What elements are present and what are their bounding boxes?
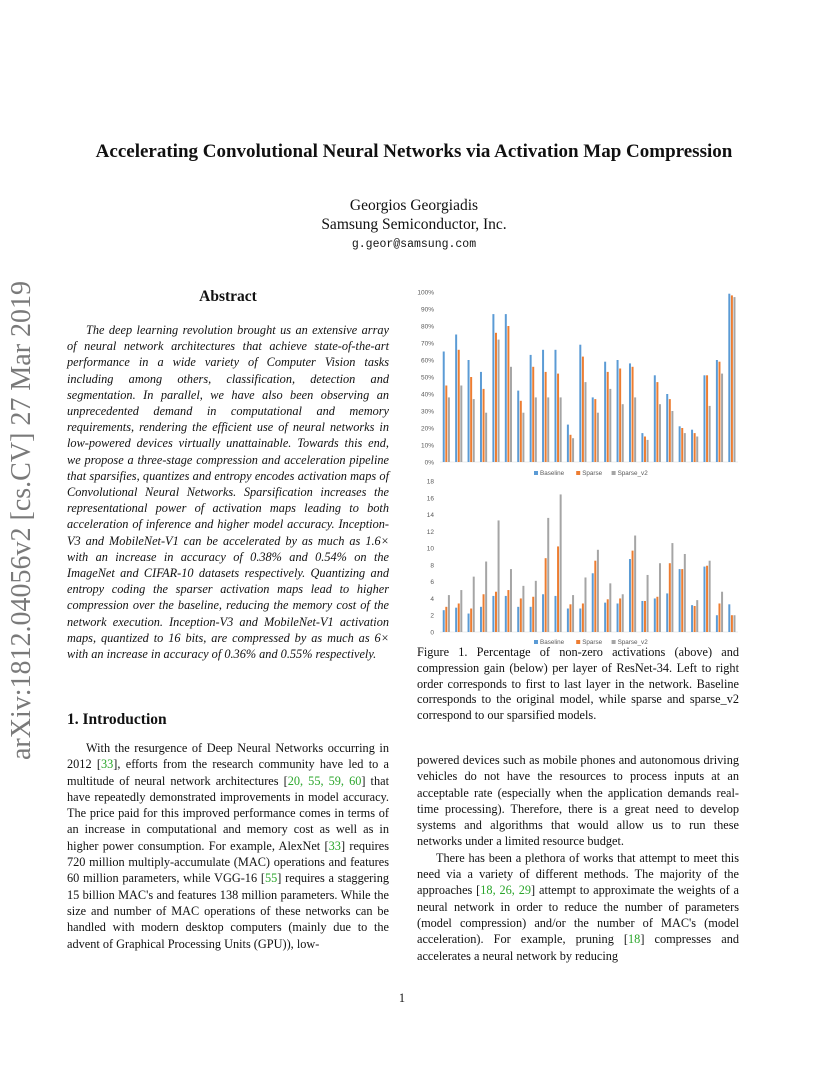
bar-baseline-22 <box>703 375 705 462</box>
y-tick-label: 20% <box>420 425 434 433</box>
bar-sparse_v2-5 <box>498 520 500 632</box>
bar-sparse_v2-8 <box>535 397 537 462</box>
y-tick-label: 100% <box>417 289 434 297</box>
intro-paragraph-2: There has been a plethora of works that attempt to meet this need via a variety of different methods. The majority of the approaches [18, 26, 29] attempt to approximate the weights of a neural network in order to reduce the number of parameters (model compression) and/or the number of MAC's (model acceleration). For example, pruning [18] compresses and accelerates a neural network by reducing <box>417 850 740 963</box>
y-tick-label: 10 <box>426 545 434 553</box>
abstract-heading: Abstract <box>199 288 257 305</box>
bar-sparse_v2-21 <box>696 600 698 632</box>
bar-sparse-2 <box>458 603 460 632</box>
bar-sparse-19 <box>669 563 671 632</box>
bar-sparse_v2-2 <box>460 386 462 463</box>
bar-sparse-5 <box>495 592 497 632</box>
bar-baseline-4 <box>480 607 482 632</box>
bar-sparse_v2-7 <box>522 586 524 632</box>
bar-sparse_v2-12 <box>584 577 586 632</box>
bar-sparse_v2-17 <box>647 575 649 632</box>
bar-baseline-2 <box>455 335 457 463</box>
bar-sparse_v2-10 <box>560 494 562 632</box>
bar-baseline-11 <box>567 425 569 462</box>
bar-baseline-9 <box>542 350 544 462</box>
y-tick-label: 90% <box>420 306 434 314</box>
bar-sparse_v2-20 <box>684 433 686 462</box>
bar-sparse_v2-3 <box>473 577 475 632</box>
bar-sparse-15 <box>619 369 621 463</box>
bar-baseline-13 <box>592 397 594 462</box>
bar-baseline-21 <box>691 605 693 632</box>
bar-sparse-24 <box>731 615 733 632</box>
bar-sparse-13 <box>594 399 596 462</box>
y-tick-label: 30% <box>420 408 434 416</box>
bar-sparse_v2-11 <box>572 595 574 632</box>
legend-label: Sparse_v2 <box>617 470 648 477</box>
bar-baseline-17 <box>641 433 643 462</box>
bar-sparse-14 <box>607 372 609 462</box>
arxiv-stamp: arXiv:1812.04056v2 [cs.CV] 27 Mar 2019 <box>6 280 37 760</box>
bar-baseline-10 <box>554 350 556 462</box>
legend-swatch <box>576 640 580 644</box>
bar-sparse-1 <box>445 386 447 463</box>
bar-sparse-19 <box>669 399 671 462</box>
author-name: Georgios Georgiadis <box>349 197 479 214</box>
bar-sparse_v2-17 <box>647 440 649 462</box>
bar-sparse-4 <box>483 594 485 632</box>
bar-sparse_v2-10 <box>560 397 562 462</box>
citation-link[interactable]: 18 <box>628 932 641 947</box>
y-tick-label: 12 <box>426 528 434 536</box>
y-tick-label: 70% <box>420 340 434 348</box>
bar-sparse-12 <box>582 357 584 462</box>
bar-baseline-14 <box>604 362 606 462</box>
bar-sparse-14 <box>607 599 609 632</box>
bar-baseline-15 <box>617 360 619 462</box>
bar-sparse_v2-21 <box>696 437 698 463</box>
bar-sparse-11 <box>569 435 571 462</box>
bar-sparse-2 <box>458 350 460 462</box>
bar-baseline-7 <box>517 607 519 632</box>
bar-baseline-24 <box>728 294 730 462</box>
bar-sparse-3 <box>470 377 472 462</box>
y-tick-label: 0% <box>424 459 434 467</box>
citation-link[interactable]: 18, 26, 29 <box>480 883 532 898</box>
bar-sparse_v2-14 <box>609 389 611 462</box>
bar-baseline-20 <box>679 426 681 462</box>
citation-link[interactable]: 33 <box>100 757 114 772</box>
bar-sparse-21 <box>694 606 696 632</box>
bar-sparse-20 <box>681 569 683 632</box>
figure-caption: Figure 1. Percentage of non-zero activations (above) and compression gain (below) per layer of ResNet-34. Left to right order corresponds to first to last layer in the network. Baseline corresponds to the original model, while sparse and sparse_v2 correspond to our sparsified models. <box>417 645 739 723</box>
bar-sparse_v2-9 <box>547 397 549 462</box>
bar-sparse_v2-15 <box>622 594 624 632</box>
bar-sparse_v2-23 <box>721 592 723 632</box>
bar-baseline-16 <box>629 363 631 462</box>
bar-sparse-6 <box>507 326 509 462</box>
y-tick-label: 14 <box>426 512 434 520</box>
bar-sparse-12 <box>582 603 584 632</box>
bar-baseline-15 <box>617 603 619 632</box>
legend-label: Sparse <box>582 470 603 477</box>
bar-sparse_v2-20 <box>684 554 686 632</box>
bar-sparse-16 <box>632 551 634 632</box>
bar-baseline-14 <box>604 603 606 632</box>
citation-link[interactable]: 33 <box>328 838 341 853</box>
bar-baseline-4 <box>480 372 482 462</box>
bar-sparse_v2-19 <box>671 411 673 462</box>
bar-baseline-19 <box>666 394 668 462</box>
bar-sparse_v2-13 <box>597 413 599 462</box>
bar-baseline-23 <box>716 360 718 462</box>
bar-sparse-7 <box>520 598 522 632</box>
y-tick-label: 8 <box>430 562 434 570</box>
y-tick-label: 50% <box>420 374 434 382</box>
bar-sparse_v2-12 <box>584 382 586 462</box>
bar-sparse_v2-19 <box>671 543 673 632</box>
legend-swatch <box>576 471 580 475</box>
bar-sparse-15 <box>619 598 621 632</box>
bar-baseline-10 <box>554 596 556 632</box>
bar-sparse_v2-4 <box>485 413 487 462</box>
introduction-right-column <box>417 752 739 964</box>
bar-baseline-18 <box>654 375 656 462</box>
y-tick-label: 4 <box>430 595 434 603</box>
bar-baseline-19 <box>666 593 668 632</box>
y-tick-label: 60% <box>420 357 434 365</box>
legend-label: Sparse_v2 <box>617 639 648 646</box>
bar-baseline-18 <box>654 598 656 632</box>
y-tick-label: 80% <box>420 323 434 331</box>
bar-baseline-7 <box>517 391 519 462</box>
legend-swatch <box>534 640 538 644</box>
bar-baseline-5 <box>492 314 494 462</box>
y-tick-label: 0 <box>430 629 434 637</box>
section-heading-introduction: 1. Introduction <box>67 711 167 728</box>
bar-sparse_v2-18 <box>659 563 661 632</box>
bar-sparse-13 <box>594 561 596 632</box>
chart-compression-gain <box>427 479 738 647</box>
bar-sparse_v2-22 <box>709 561 711 632</box>
citation-link[interactable]: 20, 55, 59, 60 <box>287 773 362 788</box>
bar-sparse-9 <box>545 372 547 462</box>
legend-label: Baseline <box>540 639 565 646</box>
bar-sparse-5 <box>495 333 497 462</box>
bar-sparse_v2-11 <box>572 438 574 462</box>
bar-baseline-16 <box>629 559 631 632</box>
y-tick-label: 18 <box>426 478 434 486</box>
bar-baseline-17 <box>641 601 643 632</box>
bar-sparse-3 <box>470 609 472 632</box>
chart-nonzero-activations <box>417 290 738 478</box>
bar-baseline-13 <box>592 573 594 632</box>
bar-sparse-18 <box>656 597 658 632</box>
bar-baseline-6 <box>505 596 507 632</box>
y-tick-label: 6 <box>430 579 434 587</box>
bar-sparse-17 <box>644 601 646 632</box>
legend-swatch <box>534 471 538 475</box>
bar-sparse-22 <box>706 566 708 632</box>
bar-sparse_v2-24 <box>733 615 735 632</box>
legend-label: Baseline <box>540 470 565 477</box>
author-email[interactable]: g.geor@samsung.com <box>351 238 477 251</box>
bar-sparse-4 <box>483 389 485 462</box>
bar-sparse_v2-13 <box>597 550 599 632</box>
bar-baseline-20 <box>679 569 681 632</box>
bar-baseline-6 <box>505 314 507 462</box>
bar-baseline-5 <box>492 596 494 632</box>
abstract-text: The deep learning revolution brought us an extensive array of neural network architectures that achieve state-of-the-art performance in a wide variety of Computer Vision tasks including among others, classification, detection and segmentation. In parallel, we have also been observing an unprecedented demand in computational and memory requirements, rendering the efficient use of neural networks in low-powered devices virtually unattainable. Towards this end, we propose a three-stage compression and acceleration pipeline that sparsifies, quantizes and entropy encodes activation maps of Convolutional Neural Networks. Sparsification increases the representational power of activation maps leading to both acceleration of inference and higher model accuracy. Inception-V3 and MobileNet-V1 can be accelerated by as much as 1.6× with an increase in accuracy of 0.38% and 0.54% on the ImageNet and CIFAR-10 datasets respectively. Quantizing and entropy coding the sparser activation maps lead to higher compression over the baseline, reducing the memory cost of the network execution. Inception-V3 and MobileNet-V1 activation maps, quantized to 16 bits, are compressed by as much as 6× with an increase in accuracy of 0.36% and 0.55% respectively. <box>67 323 389 662</box>
bar-sparse-22 <box>706 375 708 462</box>
bar-sparse-20 <box>681 428 683 462</box>
bar-sparse-1 <box>445 607 447 632</box>
bar-sparse_v2-9 <box>547 518 549 632</box>
bar-baseline-22 <box>703 567 705 632</box>
bar-sparse_v2-7 <box>522 413 524 462</box>
legend-swatch <box>612 471 616 475</box>
bar-sparse-18 <box>656 382 658 462</box>
bar-baseline-12 <box>579 345 581 462</box>
bar-sparse-10 <box>557 546 559 632</box>
bar-sparse_v2-16 <box>634 397 636 462</box>
bar-baseline-24 <box>728 604 730 632</box>
bar-baseline-9 <box>542 594 544 632</box>
bar-sparse-24 <box>731 295 733 462</box>
intro-paragraph-1-continued: powered devices such as mobile phones and autonomous driving vehicles do not have the resources to process inputs at an acceptable rate (especially when the application demands real-time processing). Therefore, there is a great need to develop systems and algorithms that would allow us to run these networks under a limited resource budget. <box>417 753 739 849</box>
bar-sparse-6 <box>507 590 509 632</box>
bar-sparse_v2-3 <box>473 399 475 462</box>
bar-baseline-11 <box>567 609 569 632</box>
bar-sparse-7 <box>520 401 522 462</box>
legend-swatch <box>612 640 616 644</box>
bar-sparse-9 <box>545 558 547 632</box>
bar-baseline-1 <box>443 352 445 463</box>
bar-sparse_v2-14 <box>609 583 611 632</box>
bar-sparse_v2-23 <box>721 374 723 462</box>
bar-sparse_v2-22 <box>709 406 711 462</box>
author-affiliation: Samsung Semiconductor, Inc. <box>321 216 507 233</box>
bar-baseline-3 <box>468 614 470 632</box>
bar-sparse-8 <box>532 367 534 462</box>
y-tick-label: 2 <box>430 612 434 620</box>
page-number: 1 <box>398 991 406 1005</box>
bar-sparse_v2-5 <box>498 340 500 462</box>
bar-sparse_v2-18 <box>659 404 661 462</box>
bar-sparse-23 <box>718 362 720 462</box>
citation-link[interactable]: 55 <box>264 871 278 886</box>
bar-sparse_v2-6 <box>510 367 512 462</box>
bar-sparse_v2-1 <box>448 397 450 462</box>
legend-label: Sparse <box>582 639 603 646</box>
bar-sparse_v2-2 <box>460 590 462 632</box>
bar-baseline-8 <box>530 607 532 632</box>
bar-baseline-21 <box>691 430 693 462</box>
bar-sparse_v2-8 <box>535 581 537 632</box>
bar-sparse-11 <box>569 604 571 632</box>
bar-sparse-16 <box>632 367 634 462</box>
y-tick-label: 40% <box>420 391 434 399</box>
bar-baseline-12 <box>579 609 581 632</box>
bar-sparse_v2-6 <box>510 569 512 632</box>
bar-sparse_v2-1 <box>448 595 450 632</box>
introduction-left-column <box>67 740 389 952</box>
bar-sparse_v2-16 <box>634 536 636 632</box>
abstract-body <box>67 322 389 662</box>
bar-sparse_v2-24 <box>733 297 735 462</box>
intro-paragraph-1: With the resurgence of Deep Neural Networks occurring in 2012 [33], efforts from the research community have led to a multitude of neural network architectures [20, 55, 59, 60] that have repeatedly demonstrated improvements in model accuracy. The price paid for this improved performance comes in terms of an increase in computational and memory cost as well as in higher power consumption. For example, AlexNet [33] requires 720 million multiply-accumulate (MAC) operations and features 60 million parameters, while VGG-16 [55] requires a staggering 15 billion MAC's and features 138 million parameters. While the size and number of MAC operations of these networks can be handled with modern desktop computers (mainly due to the advent of Graphical Processing Units (GPU)), low- <box>67 741 390 951</box>
bar-baseline-23 <box>716 615 718 632</box>
y-tick-label: 10% <box>420 442 434 450</box>
bar-sparse_v2-15 <box>622 404 624 462</box>
bar-baseline-1 <box>443 610 445 632</box>
bar-sparse_v2-4 <box>485 562 487 632</box>
figure-charts <box>410 284 748 648</box>
bar-sparse-8 <box>532 597 534 632</box>
bar-sparse-17 <box>644 437 646 463</box>
paper-title: Accelerating Convolutional Neural Networks via Activation Map Compression <box>95 141 733 162</box>
bar-sparse-21 <box>694 433 696 462</box>
bar-baseline-8 <box>530 355 532 462</box>
bar-baseline-2 <box>455 608 457 632</box>
y-tick-label: 16 <box>426 495 434 503</box>
bar-sparse-10 <box>557 374 559 462</box>
bar-sparse-23 <box>718 603 720 632</box>
bar-baseline-3 <box>468 360 470 462</box>
